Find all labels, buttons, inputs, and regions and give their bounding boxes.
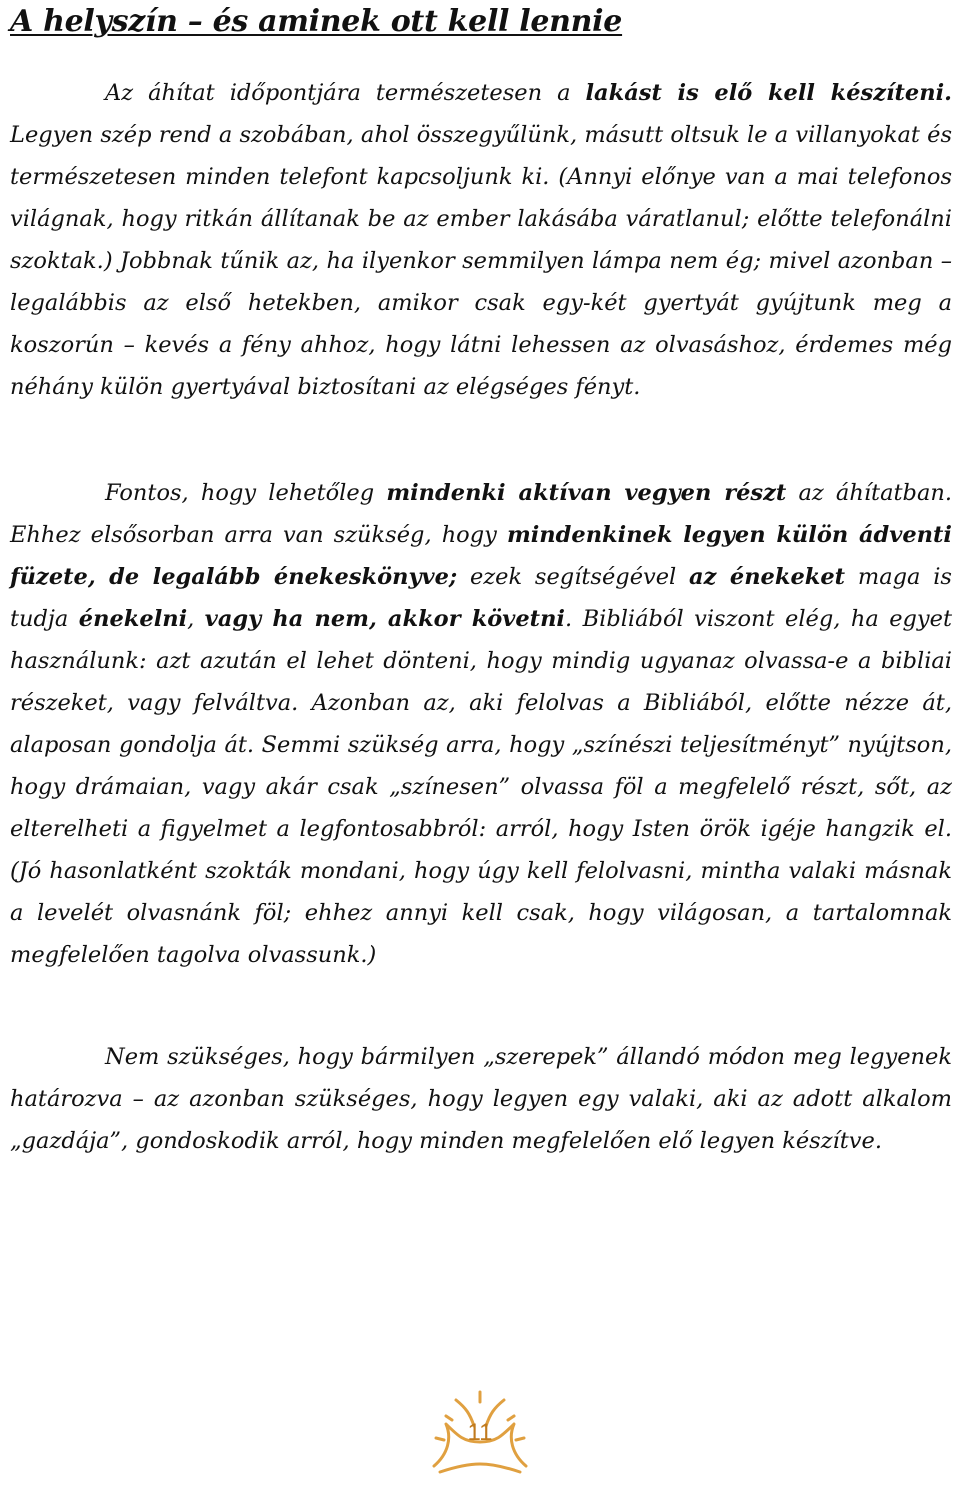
paragraph-2-emphasis-2: mindenkinek legyen külön ádventi füzete, de legalább énekeskönyve; [10,522,952,590]
paragraph-1-run-3: Legyen szép rend a szobában, ahol összegyűlünk, másutt oltsuk le a villanyokat és természetesen minden telefont kapcsoljunk ki. (Annyi előnye van a mai telefonos világnak, hogy ritkán állítanak be az ember lakásába váratlanul; előtte telefonálni szoktak.) Jobbnak tűnik az, ha ilyenkor semmilyen lámpa nem ég; mivel azonban – legalábbis az első hetekben, amikor csak egy-két gyertyát gyújtunk meg a koszorún – kevés a fény ahhoz, hogy látni lehessen az olvasáshoz, érdemes még néhány külön gyertyával biztosítani az elégséges fényt. [10,122,952,400]
paragraph-3 [10,1036,952,1162]
paragraph-2-emphasis-3: az énekeket [689,564,846,590]
paragraph-1-emphasis-1: lakást is elő kell készíteni. [585,80,952,106]
paragraph-2-run-11: . Bibliából viszont elég, ha egyet használunk: azt azután el lehet dönteni, hogy mindig ugyanaz olvassa-e a bibliai részeket, vagy felváltva. Azonban az, aki felolvas a Bibliából, előtte nézze át, alaposan gondolja át. Semmi szükség arra, hogy „színészi teljesítményt” nyújtson, hogy drámaian, vagy akár csak „színesen” olvassa föl a megfelelő részt, sőt, az elterelheti a figyelmet a legfontosabbról: arról, hogy Isten örök igéje hangzik el. (Jó hasonlatként szokták mondani, hogy úgy kell felolvasni, mintha valaki másnak a levelét olvasnánk föl; ehhez annyi kell csak, hogy világosan, a tartalomnak megfelelően tagolva olvassunk.) [10,606,952,968]
paragraph-2-run-9: , [187,606,205,632]
paragraph-2-emphasis-4: énekelni [78,606,188,632]
paragraph-1 [10,72,952,408]
page-title: A helyszín – és aminek ott kell lennie [10,4,623,39]
paragraph-2-emphasis-1: mindenki aktívan vegyen részt [386,480,787,506]
paragraph-3-run-1: Nem szükséges, hogy bármilyen „szerepek” állandó módon meg legyenek határozva – az azonban szükséges, hogy legyen egy valaki, aki az adott alkalom „gazdája”, gondoskodik arról, hogy minden megfelelően elő legyen készítve. [10,1044,952,1154]
page-number: 11 [467,1419,493,1446]
page-footer [418,1380,542,1484]
paragraph-2-run-7: maga is tudja [10,564,952,632]
paragraph-2-run-1: Fontos, hogy lehetőleg [105,480,387,506]
paragraph-2-run-3: az áhítatban. Ehhez elsősorban arra van szükség, hogy [10,480,952,548]
paragraph-2-run-5: ezek segítségével [457,564,690,590]
paragraph-1-run-1: Az áhítat időpontjára természetesen a [105,80,586,106]
document-page [10,0,952,1486]
paragraph-2 [10,472,952,976]
paragraph-2-emphasis-5: vagy ha nem, akkor követni [204,606,565,632]
